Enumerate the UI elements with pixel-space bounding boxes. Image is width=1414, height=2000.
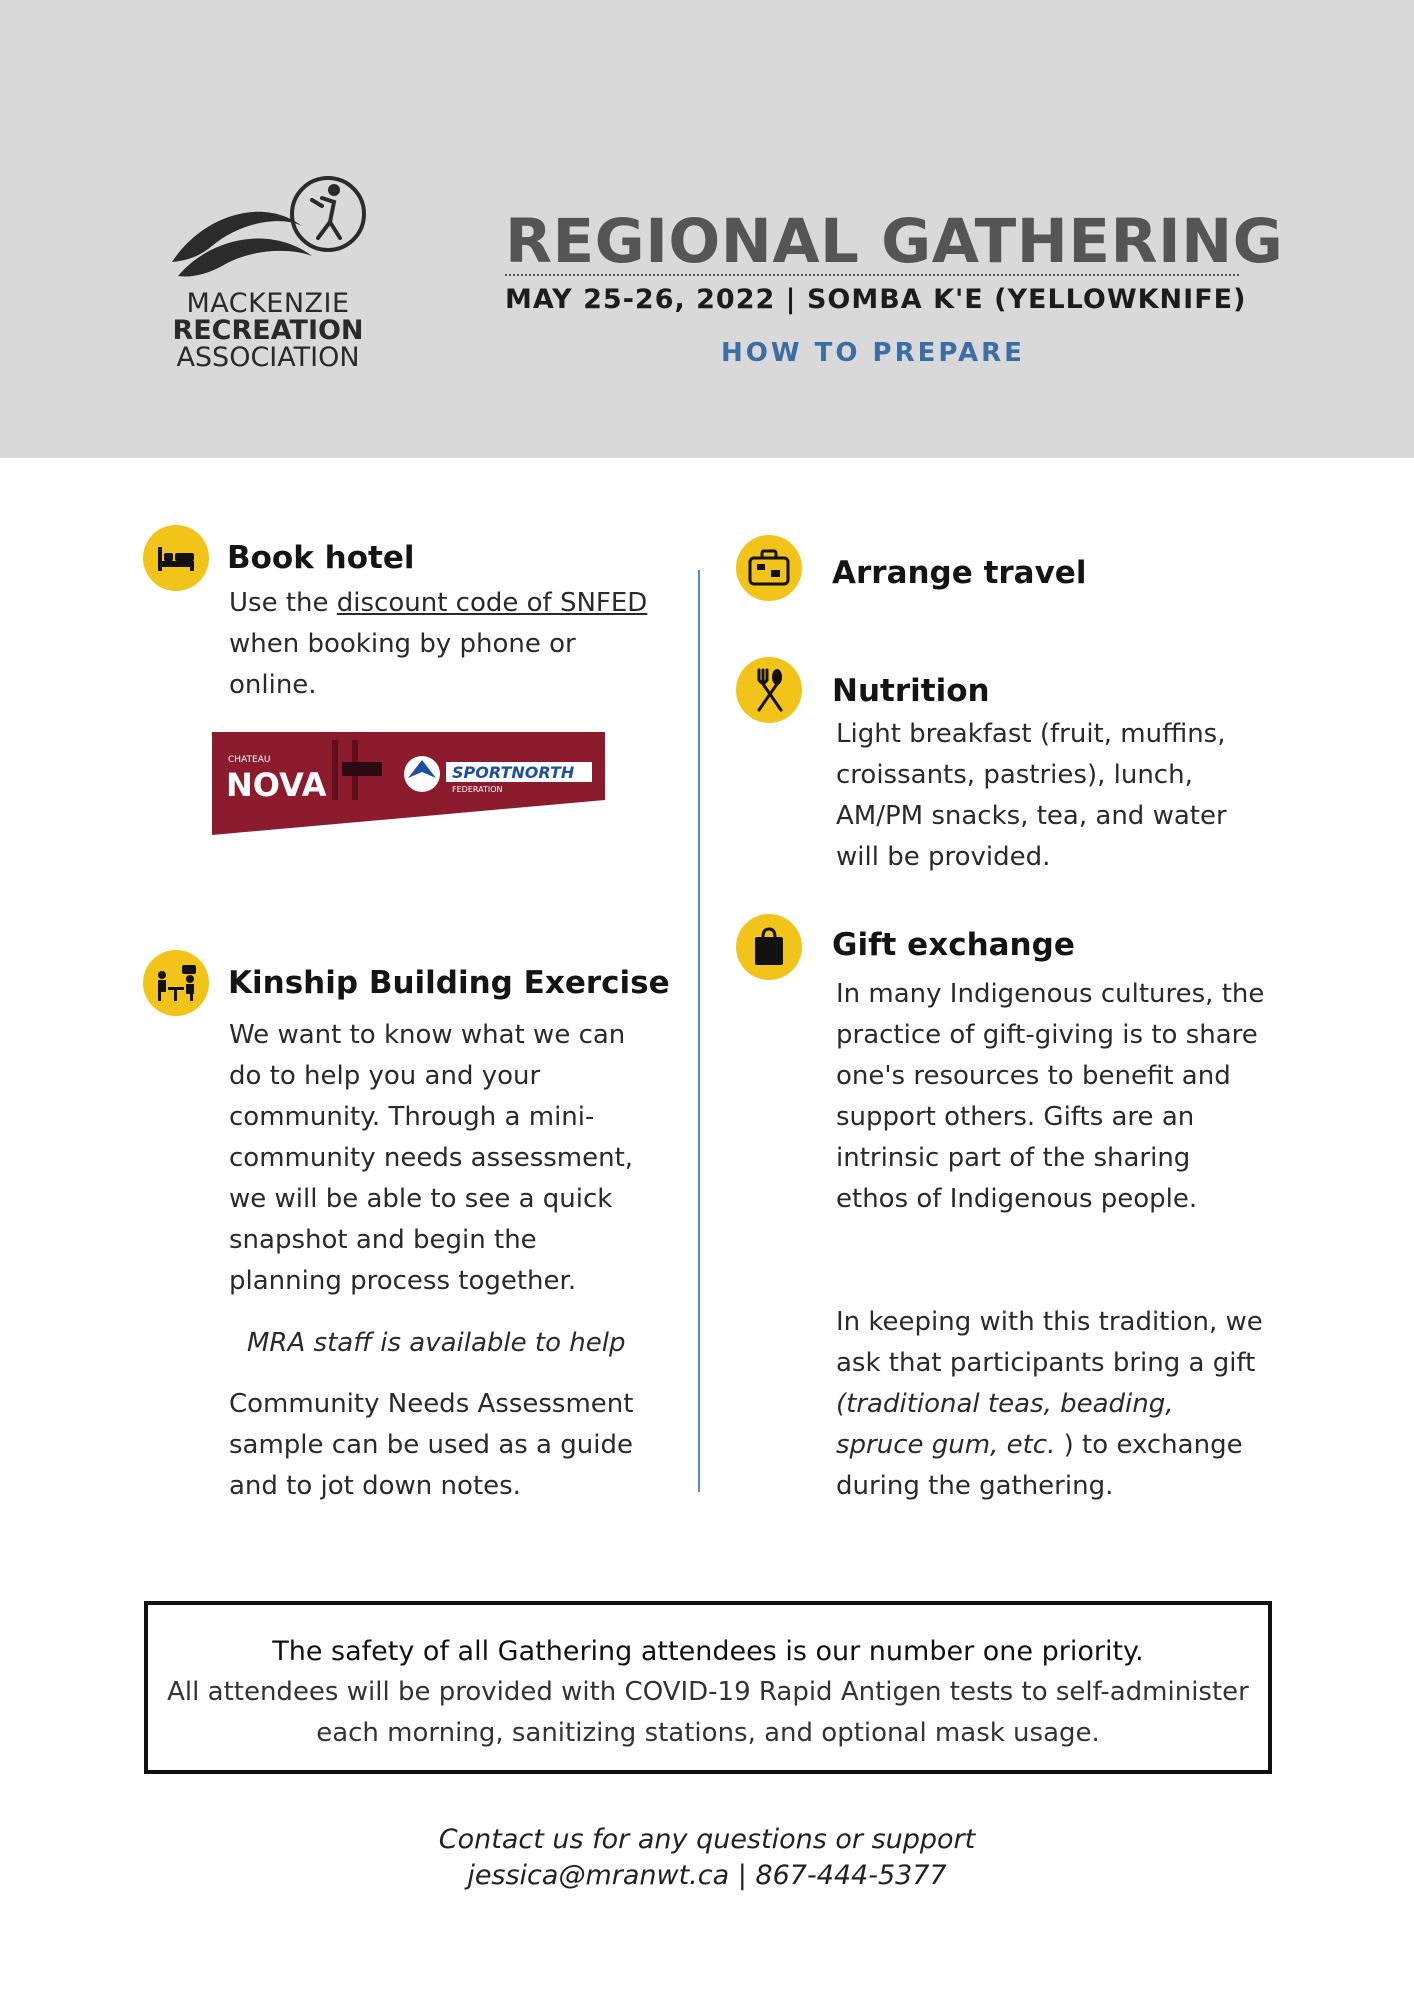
column-divider (698, 570, 700, 1492)
kinship-paragraph-2: Community Needs Assessment sample can be used as a guide and to jot down notes. (229, 1389, 634, 1501)
suitcase-icon (736, 535, 802, 601)
logo-line-1: MACKENZIE (186, 288, 350, 319)
discount-code-link[interactable]: discount code of SNFED (336, 588, 648, 618)
book-hotel-text-before: Use the (229, 588, 337, 618)
gift-p2-before: In keeping with this tradition, we ask that participants bring a gift (836, 1307, 1263, 1378)
title-underline (505, 274, 1239, 276)
shopping-bag-icon (736, 914, 802, 980)
header-band (0, 0, 1414, 458)
banner-sportnorth-text: SPORTNORTH (452, 763, 575, 782)
book-hotel-heading: Book hotel (227, 540, 415, 576)
utensils-icon (736, 657, 802, 723)
gift-exchange-heading: Gift exchange (832, 927, 1075, 963)
event-date-location: MAY 25-26, 2022 | SOMBA K'E (YELLOWKNIFE) (505, 284, 1247, 315)
banner-federation-text: FEDERATION (452, 785, 503, 794)
kinship-heading: Kinship Building Exercise (228, 965, 670, 1001)
book-hotel-text-after: when booking by phone or online. (229, 629, 576, 700)
bed-icon (143, 525, 209, 591)
safety-notice-details: All attendees will be provided with COVID-19 Rapid Antigen tests to self-administer each morning, sanitizing stations, and optional mask usage. (167, 1677, 1249, 1748)
contact-info (0, 1822, 1414, 1894)
gift-paragraph: In many Indigenous cultures, the practice of gift-giving is to share one's resources to benefit and support others. Gifts are an intrinsic part of the sharing ethos of Indigenous people. (836, 979, 1265, 1214)
how-to-prepare-label: HOW TO PREPARE (721, 338, 1025, 368)
book-hotel-text (229, 583, 669, 706)
contact-email-phone[interactable]: jessica@mranwt.ca | 867-444-5377 (467, 1860, 947, 1891)
contact-line-1: Contact us for any questions or support (438, 1824, 976, 1855)
logo-line-2: RECREATION (172, 315, 364, 346)
safety-notice-box (144, 1601, 1272, 1774)
mra-logo (168, 176, 368, 376)
kinship-staff-note: MRA staff is available to help (247, 1328, 626, 1358)
safety-notice-headline: The safety of all Gathering attendees is our number one priority. (272, 1636, 1144, 1667)
gift-paragraph-2 (836, 1302, 1266, 1507)
arrange-travel-heading: Arrange travel (832, 555, 1087, 591)
logo-line-3: ASSOCIATION (176, 342, 360, 373)
nutrition-paragraph: Light breakfast (fruit, muffins, croissants, pastries), lunch, AM/PM snacks, tea, and water will be provided. (836, 719, 1227, 872)
banner-nova-text: NOVA (226, 766, 327, 804)
kinship-paragraph: We want to know what we can do to help you and your community. Through a mini-community needs assessment, we will be able to see a quick snapshot and begin the planning process together. (229, 1020, 634, 1296)
meeting-icon (143, 950, 209, 1016)
gift-p2-after: ) to exchange during the gathering. (836, 1430, 1243, 1501)
nutrition-heading: Nutrition (832, 673, 990, 709)
banner-chateau-text: CHATEAU (228, 755, 271, 765)
page-title: REGIONAL GATHERING (505, 206, 1284, 277)
logo-mark-icon (172, 176, 368, 284)
hotel-partner-banner (212, 732, 605, 835)
gift-examples: (traditional teas, beading, spruce gum, etc. (836, 1389, 1174, 1460)
